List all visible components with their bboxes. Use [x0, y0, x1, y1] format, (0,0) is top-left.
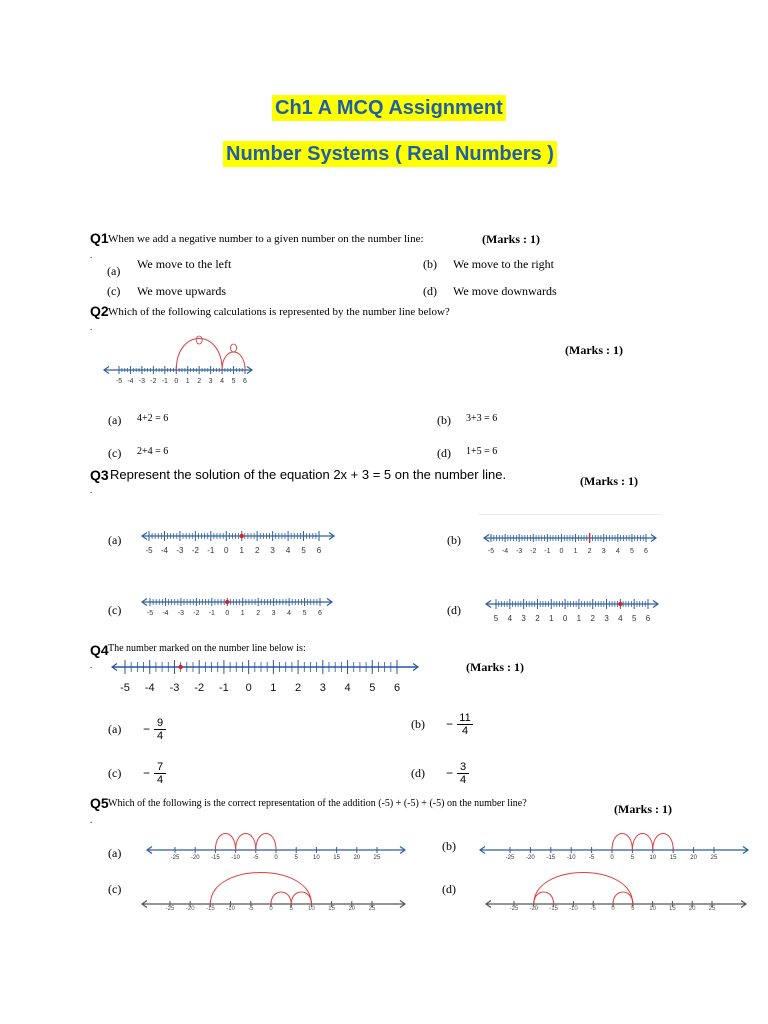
- tick-label: -3: [169, 682, 180, 694]
- option-letter: (a): [108, 413, 122, 427]
- option-letter: (b): [411, 716, 425, 731]
- question-label: Q2: [90, 303, 109, 319]
- option-letter: (d): [442, 882, 456, 896]
- tick-label: 25: [710, 855, 718, 861]
- jump-arc: [653, 834, 673, 851]
- tick-label: -4: [127, 378, 134, 385]
- tick-label: 10: [649, 855, 657, 861]
- arc-label-1: [196, 336, 202, 344]
- tick-label: -20: [526, 855, 535, 861]
- fraction: [154, 761, 166, 786]
- jump-arc: [256, 834, 276, 851]
- tick-label: 1: [239, 546, 244, 555]
- marked-point: [618, 602, 622, 606]
- marks-label: (Marks : 1): [565, 343, 623, 357]
- tick-label: 0: [611, 906, 615, 912]
- number-line-figure: [100, 330, 260, 390]
- tick-label: 20: [690, 855, 697, 861]
- tick-label: 10: [308, 906, 315, 912]
- jump-arc: [271, 892, 291, 904]
- tick-label: 10: [649, 906, 656, 912]
- tick-label: -3: [516, 548, 523, 555]
- tick-label: 6: [316, 546, 322, 555]
- tick-label: 2: [590, 614, 595, 623]
- tick-label: 10: [313, 855, 320, 861]
- minus-sign: −: [143, 722, 151, 736]
- option-text: We move to the left: [137, 257, 232, 271]
- tick-label: 3: [601, 548, 606, 555]
- option-b: [411, 706, 473, 742]
- page-title: Ch1 A MCQ Assignment: [272, 95, 506, 121]
- number-line-option-d: [484, 592, 664, 632]
- tick-label: 0: [225, 610, 230, 617]
- tick-label: -25: [165, 906, 175, 912]
- tick-label: -5: [120, 682, 130, 694]
- jump-arc: [534, 892, 554, 904]
- number-line-option-b: [482, 528, 662, 564]
- number-line-option-d: [484, 866, 754, 914]
- option-letter: (c): [107, 284, 121, 298]
- tick-label: 1: [270, 682, 277, 694]
- tick-label: -5: [253, 855, 259, 861]
- tick-label: 20: [348, 906, 356, 912]
- numerator: 7: [156, 760, 164, 773]
- tick-label: -5: [248, 906, 254, 912]
- tick-label: 5: [630, 855, 635, 861]
- marked-point: [178, 665, 182, 669]
- jump-arc: [613, 892, 633, 904]
- tick-label: 2: [254, 546, 260, 555]
- question-text: Which of the following is the correct representation of the addition (-5) + (-5) + (-5) on the number line?: [108, 798, 527, 809]
- tick-label: 3: [319, 682, 326, 694]
- marked-point: [225, 600, 229, 604]
- option-letter: (d): [423, 284, 437, 298]
- tick-label: 5: [302, 610, 307, 617]
- marks-label: (Marks : 1): [482, 232, 540, 246]
- stray-dot: .: [90, 322, 93, 332]
- option-text: 4+2 = 6: [137, 413, 169, 424]
- marks-label: (Marks : 1): [614, 802, 672, 816]
- jump-arc: [215, 834, 235, 851]
- tick-label: -4: [501, 548, 509, 555]
- tick-label: 25: [708, 906, 716, 912]
- stray-dot: .: [90, 660, 93, 670]
- tick-label: 6: [644, 548, 648, 555]
- tick-label: -3: [138, 378, 146, 385]
- jump-arc: [176, 339, 222, 371]
- tick-label: 4: [615, 548, 620, 555]
- tick-label: -2: [150, 378, 157, 385]
- tick-label: 0: [224, 546, 229, 555]
- tick-label: 15: [333, 855, 340, 861]
- tick-label: -1: [219, 682, 229, 694]
- fraction: [154, 717, 166, 742]
- tick-label: -1: [208, 610, 215, 617]
- question-label: Q4: [90, 642, 109, 658]
- jump-arc: [236, 834, 256, 851]
- tick-label: 20: [688, 906, 696, 912]
- option-letter: (c): [108, 765, 122, 780]
- tick-label: 3: [604, 614, 609, 623]
- tick-label: -5: [588, 855, 595, 861]
- tick-label: 5: [301, 546, 306, 555]
- tick-label: 2: [197, 378, 202, 385]
- denominator: 4: [156, 773, 164, 786]
- tick-label: -20: [185, 906, 195, 912]
- denominator: 4: [156, 729, 164, 742]
- option-text: We move upwards: [137, 284, 227, 298]
- option-d: [411, 755, 469, 791]
- option-text: We move to the right: [453, 257, 555, 271]
- tick-label: -3: [177, 610, 185, 617]
- arc-label-2: [231, 344, 237, 352]
- minus-sign: −: [446, 766, 454, 780]
- tick-label: 2: [295, 682, 302, 694]
- tick-label: 1: [576, 614, 582, 623]
- denominator: 4: [459, 773, 467, 786]
- tick-label: 2: [256, 610, 261, 617]
- option-letter: (a): [108, 846, 122, 860]
- tick-label: 5: [231, 378, 236, 385]
- tick-label: 3: [271, 610, 276, 617]
- minus-sign: −: [143, 766, 151, 780]
- tick-label: 5: [289, 906, 293, 912]
- tick-label: 6: [243, 378, 247, 385]
- jump-arc: [534, 873, 633, 905]
- tick-label: -15: [206, 906, 215, 912]
- tick-label: -20: [190, 855, 200, 861]
- stray-dot: .: [90, 250, 93, 260]
- tick-label: -5: [146, 610, 154, 617]
- option-letter: (a): [108, 721, 122, 736]
- tick-label: -5: [115, 378, 123, 385]
- tick-label: 5: [631, 906, 635, 912]
- numerator: 9: [156, 716, 164, 729]
- tick-label: -25: [509, 906, 519, 912]
- figure-divider: [478, 514, 662, 515]
- number-line-option-c: [140, 592, 340, 628]
- tick-label: -1: [544, 548, 551, 555]
- jump-arc: [291, 892, 311, 904]
- option-text: We move downwards: [453, 284, 557, 298]
- number-line-figure: [110, 655, 425, 695]
- tick-label: 6: [393, 682, 401, 694]
- option-letter: (d): [411, 765, 425, 780]
- option-letter: (c): [108, 882, 122, 896]
- tick-label: 15: [669, 906, 676, 912]
- marks-label: (Marks : 1): [466, 660, 524, 674]
- tick-label: 0: [174, 378, 179, 385]
- tick-label: -2: [193, 610, 200, 617]
- option-c: [108, 755, 166, 791]
- tick-label: -25: [505, 855, 515, 861]
- tick-label: -20: [529, 906, 539, 912]
- stray-dot: .: [90, 815, 93, 825]
- tick-label: -10: [569, 906, 578, 912]
- numerator: 11: [459, 711, 471, 724]
- tick-label: 20: [353, 855, 361, 861]
- tick-label: 6: [645, 614, 651, 623]
- option-letter: (c): [108, 446, 122, 460]
- tick-label: 4: [507, 614, 513, 623]
- tick-label: -1: [207, 546, 215, 555]
- tick-label: -5: [590, 906, 596, 912]
- tick-label: 4: [618, 614, 623, 623]
- tick-label: 5: [631, 614, 637, 623]
- tick-label: 15: [328, 906, 335, 912]
- option-letter: (d): [437, 446, 451, 460]
- option-letter: (b): [437, 413, 451, 427]
- tick-label: 0: [559, 548, 564, 555]
- tick-label: 15: [669, 855, 677, 861]
- tick-label: 0: [274, 855, 278, 861]
- tick-label: -10: [231, 855, 240, 861]
- tick-label: 0: [269, 906, 273, 912]
- tick-label: 25: [373, 855, 381, 861]
- option-text: 1+5 = 6: [466, 446, 498, 457]
- tick-label: -5: [487, 548, 495, 555]
- denominator: 4: [461, 724, 469, 737]
- tick-label: 0: [245, 682, 252, 694]
- minus-sign: −: [446, 717, 454, 731]
- tick-label: 4: [344, 682, 351, 694]
- marked-point: [240, 534, 244, 538]
- tick-label: -2: [194, 682, 205, 694]
- tick-label: 1: [240, 610, 245, 617]
- marks-label: (Marks : 1): [580, 474, 638, 488]
- option-text: 2+4 = 6: [137, 446, 169, 457]
- number-line-option-b: [478, 826, 750, 866]
- tick-label: -10: [226, 906, 235, 912]
- tick-label: 25: [368, 906, 376, 912]
- numerator: 3: [459, 760, 467, 773]
- option-letter: (d): [447, 603, 461, 617]
- tick-label: -15: [211, 855, 220, 861]
- tick-label: -4: [144, 682, 155, 694]
- option-letter: (a): [107, 264, 121, 278]
- tick-label: 0: [610, 855, 614, 861]
- option-letter: (a): [108, 533, 122, 547]
- jump-arc: [612, 834, 632, 851]
- number-line-option-a: [138, 524, 338, 564]
- tick-label: 1: [185, 378, 190, 385]
- option-letter: (b): [447, 533, 461, 547]
- tick-label: -2: [191, 546, 199, 555]
- tick-label: -1: [161, 378, 168, 385]
- tick-label: -4: [160, 546, 169, 555]
- tick-label: 5: [369, 682, 376, 694]
- tick-label: 2: [587, 548, 592, 555]
- option-a: [108, 711, 166, 747]
- number-line-option-a: [145, 826, 410, 866]
- tick-label: 3: [208, 378, 213, 385]
- tick-label: 2: [535, 614, 540, 623]
- question-label: Q3: [90, 467, 109, 483]
- tick-label: -10: [566, 855, 576, 861]
- tick-label: -3: [176, 546, 184, 555]
- fraction: [457, 761, 469, 786]
- tick-label: -15: [546, 855, 556, 861]
- tick-label: 4: [287, 610, 292, 617]
- tick-label: 5: [629, 548, 634, 555]
- option-letter: (b): [423, 257, 437, 271]
- tick-label: 6: [318, 610, 322, 617]
- question-text: Which of the following calculations is represented by the number line below?: [108, 306, 450, 318]
- number-line-option-c: [140, 866, 410, 914]
- question-label: Q1: [90, 230, 109, 246]
- question-text: Represent the solution of the equation 2x + 3 = 5 on the number line.: [110, 467, 507, 482]
- tick-label: 1: [573, 548, 578, 555]
- jump-arc: [632, 834, 652, 851]
- question-1: [90, 230, 650, 300]
- tick-label: -5: [145, 546, 153, 555]
- tick-label: -15: [549, 906, 558, 912]
- question-text: The number marked on the number line below is:: [108, 643, 306, 654]
- fraction: [457, 712, 473, 737]
- option-letter: (b): [442, 839, 456, 853]
- tick-label: -2: [530, 548, 537, 555]
- option-text: 3+3 = 6: [466, 413, 498, 424]
- tick-label: 0: [562, 614, 568, 623]
- tick-label: -4: [162, 610, 169, 617]
- stray-dot: .: [90, 485, 93, 495]
- option-letter: (c): [108, 603, 122, 617]
- tick-label: 3: [521, 614, 526, 623]
- tick-label: 4: [285, 546, 291, 555]
- question-text: When we add a negative number to a given number on the number line:: [108, 233, 424, 245]
- tick-label: 4: [220, 378, 225, 385]
- jump-arc: [210, 873, 311, 905]
- tick-label: 3: [270, 546, 275, 555]
- tick-label: -25: [170, 855, 180, 861]
- tick-label: 1: [549, 614, 554, 623]
- page-subtitle: Number Systems ( Real Numbers ): [223, 141, 557, 167]
- tick-label: 5: [493, 614, 499, 623]
- question-label: Q5: [90, 795, 109, 811]
- tick-label: 5: [294, 855, 298, 861]
